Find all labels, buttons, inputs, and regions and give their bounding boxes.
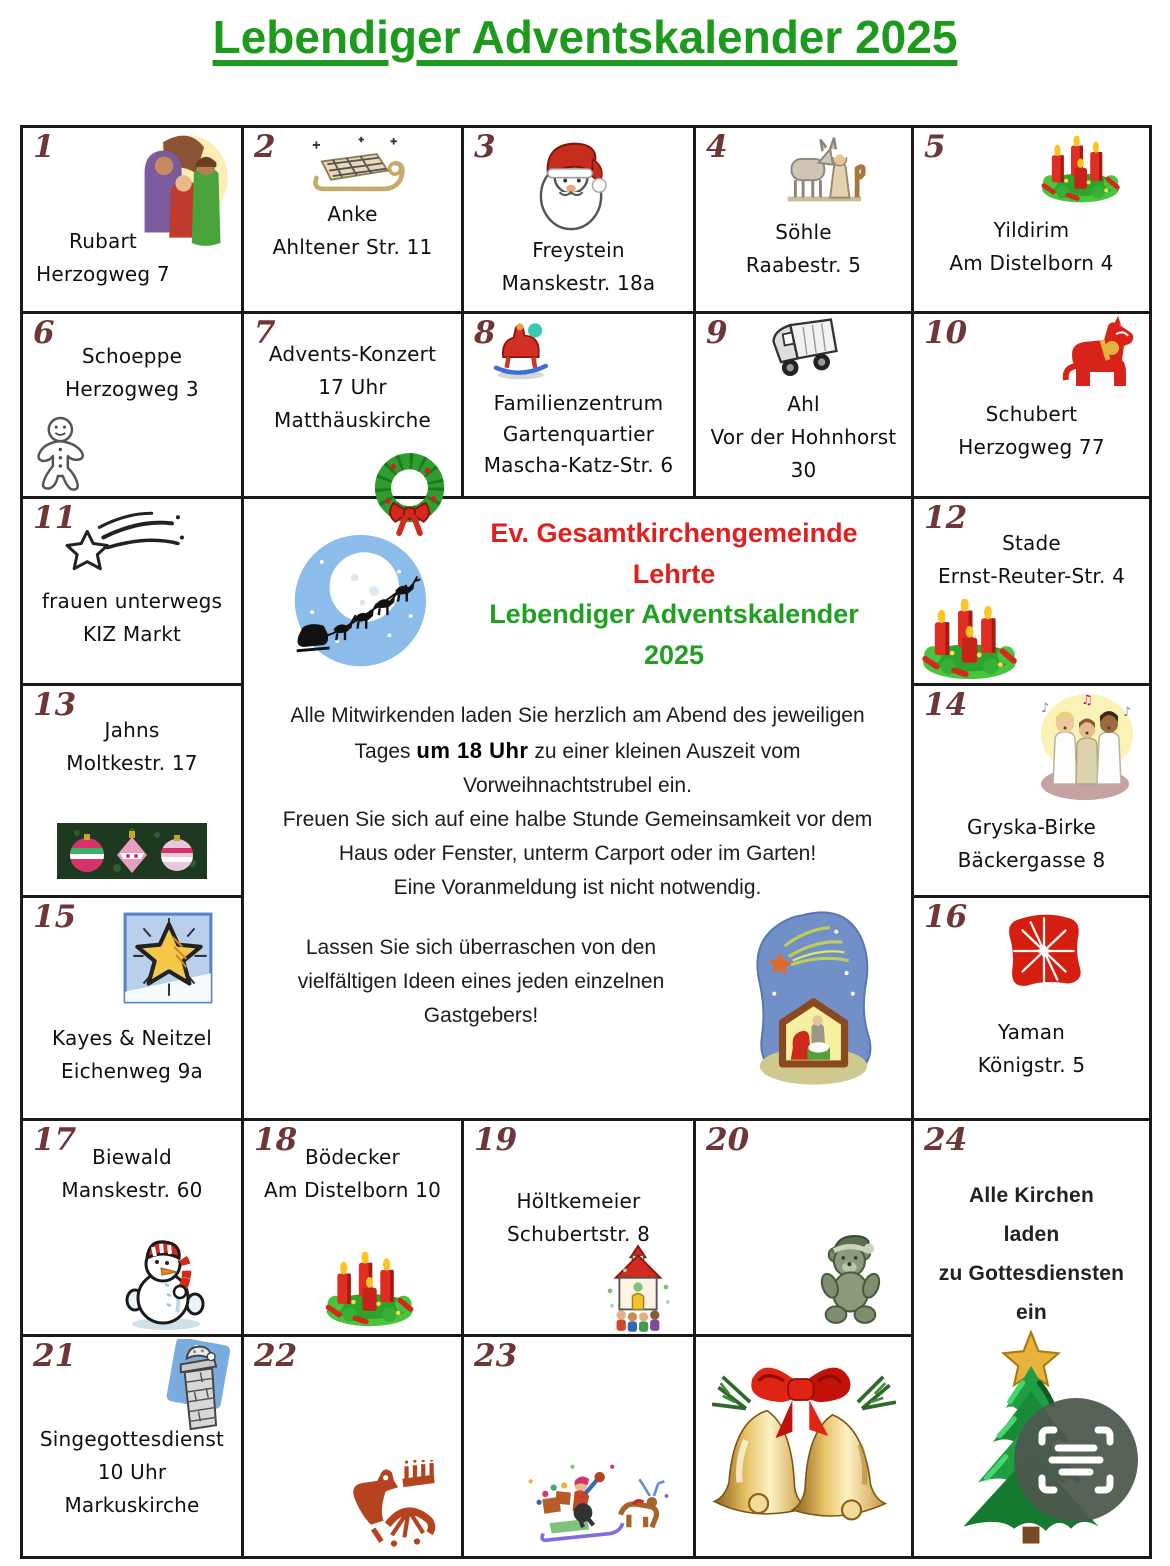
sleigh-moon-logo-icon	[282, 533, 434, 673]
day-number: 1	[33, 129, 55, 165]
host-info: Bödecker Am Distelborn 10	[263, 1145, 442, 1202]
day-number: 22	[254, 1338, 298, 1374]
day-number: 24	[924, 1122, 968, 1158]
host-info: Schubert Herzogweg 77	[958, 402, 1105, 459]
calendar-name: Lebendiger Adventskalender	[489, 599, 859, 629]
organization-heading	[449, 513, 899, 675]
rocking-horse-icon	[488, 318, 552, 382]
day-number: 14	[924, 687, 968, 723]
nativity-scene-icon	[743, 911, 883, 1097]
advent-wreath-icon	[320, 1252, 420, 1328]
day-number: 20	[706, 1122, 750, 1158]
advent-wreath-icon	[1039, 134, 1123, 206]
host-info: Schoeppe Herzogweg 3	[65, 344, 199, 401]
day-cell-7	[244, 314, 461, 496]
host-info: Yaman Königstr. 5	[977, 1020, 1086, 1077]
day-cell-5	[914, 128, 1149, 311]
star-card-icon	[123, 910, 215, 1007]
day-number: 17	[33, 1122, 77, 1158]
center-info-panel	[244, 499, 911, 1118]
day-cell-23	[464, 1337, 693, 1556]
day-cell-17	[23, 1121, 241, 1334]
page-title: Lebendiger Adventskalender 2025	[212, 11, 958, 63]
event-info: Singegottesdienst 10 Uhr Markuskirche	[39, 1427, 225, 1517]
day-cell-20	[696, 1121, 911, 1334]
day-number: 5	[924, 129, 946, 165]
host-info: Stade Ernst-Reuter-Str. 4	[937, 531, 1126, 588]
host-info: Familienzentrum Gartenquartier Mascha-Katz-Str. 6	[483, 391, 674, 477]
day-number: 9	[706, 315, 728, 351]
day-cell-22	[244, 1337, 461, 1556]
day-cell-1	[23, 128, 241, 311]
host-info: Ahl Vor der Hohnhorst 30	[710, 392, 897, 482]
day-cell-12	[914, 499, 1149, 683]
bells-cell	[696, 1337, 911, 1556]
sled-icon	[302, 134, 414, 198]
toy-truck-icon	[762, 314, 848, 388]
wreath-bow-icon	[365, 446, 455, 536]
day-number: 4	[706, 129, 728, 165]
advent-wreath-icon	[918, 599, 1022, 681]
churches-invitation: Alle Kirchen laden zu Gottesdiensten ein	[938, 1184, 1125, 1324]
day-cell-4	[696, 128, 911, 311]
day-number: 7	[254, 315, 276, 351]
host-info: Kayes & Neitzel Eichenweg 9a	[52, 1026, 212, 1083]
day-number: 21	[33, 1338, 77, 1374]
day-number: 8	[474, 315, 496, 351]
host-info: Anke Ahltener Str. 11	[272, 202, 433, 259]
surprise-paragraph: Lassen Sie sich überraschen von den vielfältigen Ideen eines jeden einzelnen Gastgebers!	[297, 936, 665, 1028]
host-info: Yildirim Am Distelborn 4	[949, 218, 1114, 275]
carol-singers-icon	[1035, 692, 1135, 804]
day-cell-8	[464, 314, 693, 496]
day-number: 6	[33, 315, 55, 351]
day-number: 2	[254, 129, 276, 165]
church-children-icon	[597, 1242, 679, 1334]
santa-face-icon	[528, 130, 616, 232]
day-cell-14	[914, 686, 1149, 895]
day-cell-6	[23, 314, 241, 496]
calendar-grid	[20, 125, 1152, 1559]
baubles-icon	[57, 823, 207, 879]
day-cell-11	[23, 499, 241, 683]
invitation-paragraph: Alle Mitwirkenden laden Sie herzlich am Abend des jeweiligen Tages um 18 Uhr zu einer kleinen Auszeit vom Vorweihnachtstrubel ein. Freuen Sie sich auf eine halbe Stunde Gemeinsamkeit vor dem Haus oder Fenster, unterm Carport oder im Garten! Eine Voranmeldung ist nicht notwendig.	[282, 704, 873, 900]
snowman-icon	[125, 1232, 207, 1330]
host-info: Gryska-Birke Bäckergasse 8	[957, 815, 1106, 872]
shooting-star-icon	[59, 509, 185, 575]
day-number: 12	[924, 500, 968, 536]
chimney-santa-icon	[157, 1339, 231, 1435]
day-cell-21	[23, 1337, 241, 1556]
gingerbread-man-icon	[33, 414, 91, 494]
dala-horse-icon	[1057, 316, 1141, 398]
scan-button[interactable]	[1012, 1396, 1140, 1524]
day-cell-9	[696, 314, 911, 496]
host-info: Höltkemeier Schubertstr. 8	[507, 1189, 650, 1246]
day-number: 10	[924, 315, 968, 351]
scan-icon	[1012, 1396, 1140, 1524]
day-number: 16	[924, 899, 968, 935]
red-toy-horse-icon	[341, 1460, 447, 1554]
day-cell-18	[244, 1121, 461, 1334]
day-number: 18	[254, 1122, 298, 1158]
day-cell-13	[23, 686, 241, 895]
host-info: Biewald Manskestr. 60	[61, 1145, 203, 1202]
day-number: 15	[33, 899, 77, 935]
host-info: Rubart Herzogweg 7	[36, 229, 170, 286]
santa-sleigh-icon	[520, 1450, 672, 1544]
day-cell-2	[244, 128, 461, 311]
day-cell-3	[464, 128, 693, 311]
mary-donkey-icon	[774, 130, 866, 212]
org-name-line1: Ev. Gesamtkirchengemeinde	[490, 518, 858, 548]
day-cell-19	[464, 1121, 693, 1334]
day-number: 11	[33, 500, 77, 536]
host-info: Freystein Manskestr. 18a	[501, 238, 656, 295]
day-number: 13	[33, 687, 77, 723]
event-info: Advents-Konzert 17 Uhr Matthäuskirche	[268, 342, 437, 432]
day-number: 23	[474, 1338, 518, 1374]
teddy-bear-icon	[813, 1228, 891, 1326]
host-info: frauen unterwegs KIZ Markt	[41, 589, 223, 646]
host-info: Söhle Raabestr. 5	[745, 220, 862, 277]
day-number: 19	[474, 1122, 518, 1158]
host-info: Jahns Moltkestr. 17	[66, 718, 198, 775]
day-number: 3	[474, 129, 496, 165]
golden-bells-icon	[702, 1343, 906, 1549]
day-cell-15	[23, 898, 241, 1118]
day-cell-10	[914, 314, 1149, 496]
calendar-year: 2025	[643, 639, 705, 670]
day-cell-16	[914, 898, 1149, 1118]
time-highlight: um 18 Uhr	[416, 738, 529, 764]
org-name-line2: Lehrte	[632, 558, 716, 589]
red-star-burst-icon	[1002, 908, 1086, 998]
